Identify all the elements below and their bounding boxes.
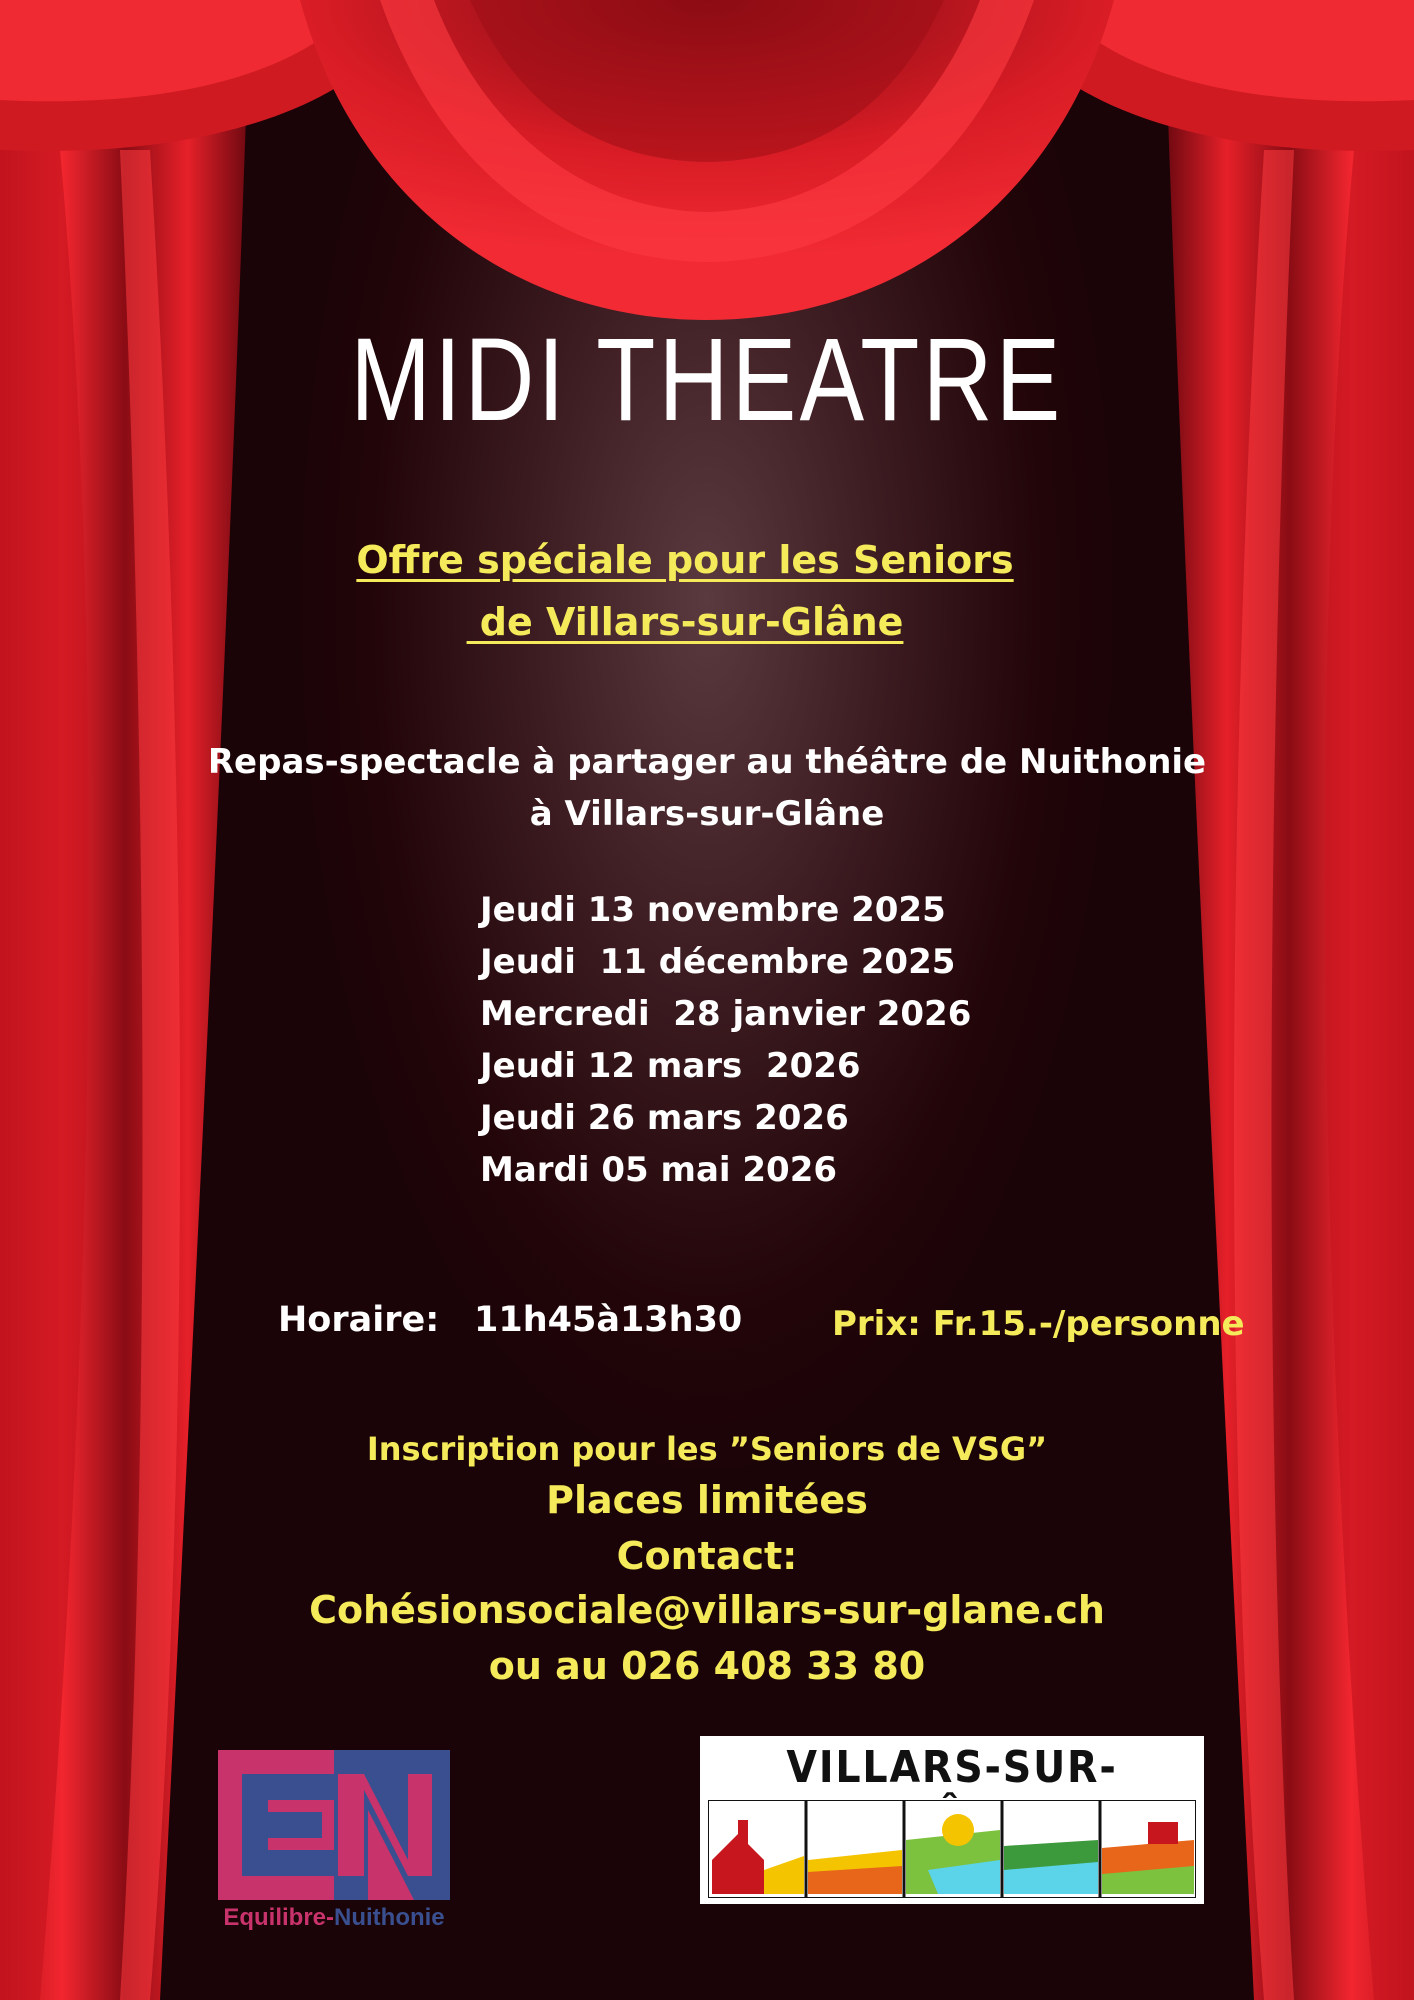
offer-line-1: Offre spéciale pour les Seniors [356,538,1014,582]
limited-places-text: Places limitées [546,1478,868,1522]
schedule-label: Horaire: [278,1300,440,1340]
date-item: Mercredi 28 janvier 2026 [480,994,972,1034]
registration-text: Inscription pour les ”Seniors de VSG” [366,1430,1048,1468]
equilibre-nuithonie-caption [218,1904,450,1932]
date-item: Jeudi 26 mars 2026 [480,1098,849,1138]
vsg-logo-title: VILLARS-SUR- [786,1742,1118,1793]
caption-part-2: Nuithonie [334,1904,445,1931]
date-item: Jeudi 13 novembre 2025 [480,890,946,930]
date-item: Jeudi 12 mars 2026 [480,1046,861,1086]
date-item: Jeudi 11 décembre 2025 [480,942,956,982]
poster-title: MIDI THEATRE [350,314,1064,446]
contact-label: Contact: [616,1534,798,1578]
offer-line-2: de Villars-sur-Glâne [466,600,904,644]
caption-part-1: Equilibre- [223,1904,334,1931]
description-line-2: à Villars-sur-Glâne [529,794,885,834]
schedule-value: 11h45à13h30 [474,1300,743,1340]
contact-phone: ou au 026 408 33 80 [488,1644,926,1688]
description-line-1: Repas-spectacle à partager au théâtre de Nuithonie [207,742,1207,782]
date-item: Mardi 05 mai 2026 [480,1150,838,1190]
villars-sur-glane-logo [700,1736,1204,1904]
equilibre-nuithonie-logo [218,1750,450,1900]
vsg-logo-illustration [708,1800,1196,1898]
price-text: Prix: Fr.15.-/personne [832,1304,1245,1344]
dates-list [480,884,971,1196]
contact-email-link[interactable]: Cohésionsociale@villars-sur-glane.ch [309,1588,1105,1632]
